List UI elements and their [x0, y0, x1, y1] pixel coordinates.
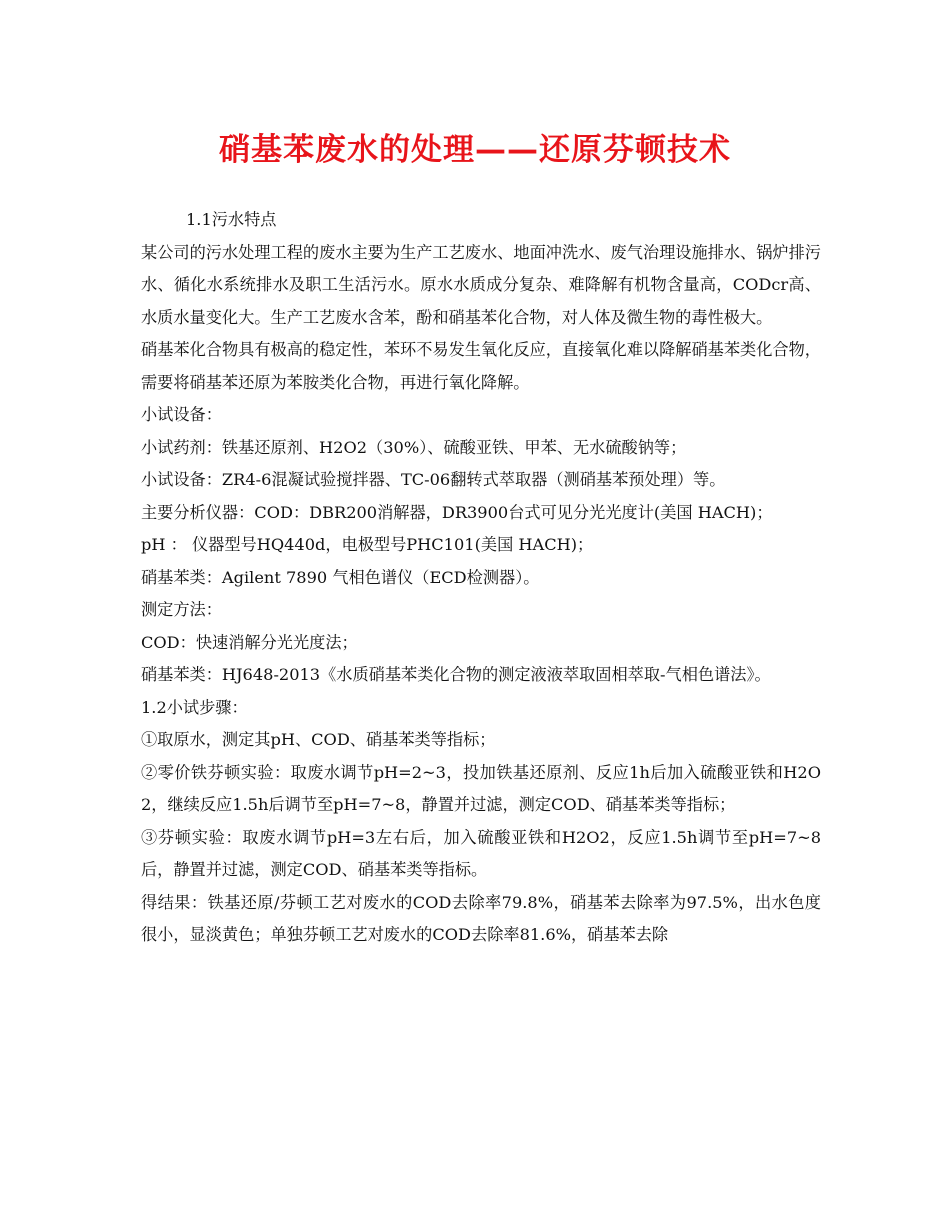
paragraph: 某公司的污水处理工程的废水主要为生产工艺废水、地面冲洗水、废气治理设施排水、锅炉排污水、循化水系统排水及职工生活污水。原水水质成分复杂、难降解有机物含量高，CODcr高、水质水量变化大。生产工艺废水含苯，酚和硝基苯化合物，对人体及微生物的毒性极大。 — [141, 242, 821, 327]
step-item: ①取原水，测定其pH、COD、硝基苯类等指标； — [141, 730, 496, 749]
section-heading-1-2: 1.2小试步骤： — [141, 697, 248, 717]
paragraph: 测定方法： — [141, 600, 222, 619]
step-item: ②零价铁芬顿实验：取废水调节pH=2~3，投加铁基还原剂、反应1h后加入硫酸亚铁和H2O2，继续反应1.5h后调节至pH=7~8，静置并过滤，测定COD、硝基苯类等指标； — [141, 762, 821, 814]
paragraph: 小试设备：ZR4-6混凝试验搅拌器、TC-06翻转式萃取器（测硝基苯预处理）等。 — [141, 470, 726, 489]
step-item: ③芬顿实验：取废水调节pH=3左右后，加入硫酸亚铁和H2O2，反应1.5h调节至pH=7~8后，静置并过滤，测定COD、硝基苯类等指标。 — [141, 827, 821, 879]
paragraph: 硝基苯类：HJ648-2013《水质硝基苯类化合物的测定液液萃取固相萃取-气相色谱法》。 — [141, 665, 771, 684]
paragraph: pH ： 仪器型号HQ440d，电极型号PHC101(美国 HACH)； — [141, 535, 594, 554]
paragraph: 小试设备： — [141, 405, 222, 424]
paragraph: COD：快速消解分光光度法； — [141, 632, 358, 652]
document-title: 硝基苯废水的处理——还原芬顿技术 — [219, 132, 731, 168]
paragraph: 小试药剂：铁基还原剂、H2O2（30%）、硫酸亚铁、甲苯、无水硫酸钠等； — [141, 437, 687, 457]
paragraph: 主要分析仪器：COD：DBR200消解器，DR3900台式可见分光光度计(美国 HACH)； — [141, 502, 773, 522]
section-heading-1-1: 1.1污水特点 — [186, 210, 277, 229]
paragraph: 硝基苯类：Agilent 7890 气相色谱仪（ECD检测器）。 — [141, 567, 540, 587]
document-body — [141, 204, 821, 952]
paragraph: 得结果：铁基还原/芬顿工艺对废水的COD去除率79.8%，硝基苯去除率为97.5%，出水色度很小，显淡黄色；单独芬顿工艺对废水的COD去除率81.6%，硝基苯去除 — [141, 892, 821, 944]
paragraph: 硝基苯化合物具有极高的稳定性，苯环不易发生氧化反应，直接氧化难以降解硝基苯类化合物，需要将硝基苯还原为苯胺类化合物，再进行氧化降解。 — [141, 340, 821, 392]
